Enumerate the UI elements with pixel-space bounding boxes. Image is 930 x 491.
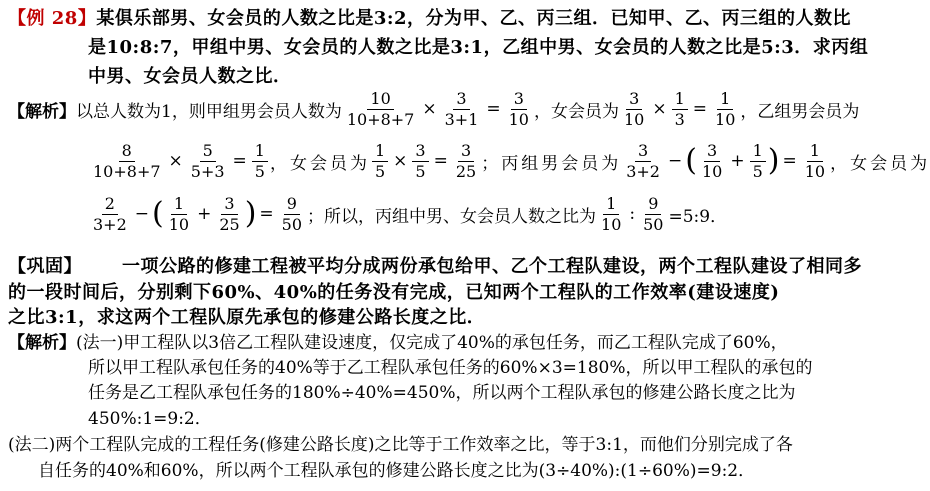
fraction (802, 140, 828, 181)
analysis1-text-c: ，乙组男会员为 (740, 101, 860, 122)
example-line-3: 中男、女会员人数之比． (88, 66, 292, 87)
fraction (279, 193, 305, 234)
plus-sign: + (730, 151, 745, 171)
analysis1-text-f: ，女会员为 (830, 153, 930, 174)
consolidate-line-2: 的一段时间后，分别剩下60%、40%的任务没有完成，已知两个工程队的工作效率(建设速度) (8, 282, 780, 303)
fraction (623, 140, 663, 181)
fraction (598, 193, 624, 234)
consolidate-text-1: 一项公路的修建工程被平均分成两份承包给甲、乙个工程队建设，两个工程队建设了相同多 (122, 256, 862, 277)
denominator: 10+8+7 (93, 161, 161, 181)
analysis1-tag: 【解析】 (8, 101, 76, 122)
numerator: 3 (221, 196, 237, 215)
analysis2-line-6: 自任务的40%和60%，所以两个工程队承包的修建公路长度之比为(3÷40%):(1÷60%)=9:2． (38, 461, 756, 481)
consolidate-line-1 (8, 252, 862, 278)
denominator: 3+2 (626, 161, 660, 181)
times-sign: × (652, 99, 667, 119)
analysis1-text-a: 以总人数为1，则甲组男会员人数为 (76, 101, 342, 122)
denominator: 10+8+7 (346, 109, 415, 129)
denominator: 3+2 (93, 214, 127, 234)
fraction (344, 88, 418, 129)
fraction (712, 88, 738, 129)
left-paren: ( (152, 196, 164, 231)
denominator: 3 (674, 109, 685, 129)
numerator: 1 (807, 143, 823, 162)
right-paren: ) (767, 143, 780, 178)
fraction (252, 140, 268, 181)
right-paren: ) (244, 196, 257, 231)
colon: : (629, 204, 636, 224)
denominator: 5 (254, 161, 265, 181)
equals-sign: = (232, 151, 247, 171)
denominator: 5+3 (190, 161, 225, 181)
consolidate-tag: 【巩固】 (8, 256, 82, 277)
fraction (672, 88, 688, 129)
fraction (506, 88, 532, 129)
analysis1-text-b: ，女会员为 (533, 101, 619, 122)
example-text-1: 某俱乐部男、女会员的人数之比是3:2，分为甲、乙、丙三组．已知甲、乙、丙三组的人数比 (96, 8, 852, 29)
denominator: 50 (281, 214, 303, 234)
denominator: 5 (374, 161, 386, 181)
equals-sign: = (259, 204, 274, 224)
numerator: 3 (412, 143, 428, 162)
times-sign: × (168, 151, 183, 171)
numerator: 5 (200, 143, 216, 162)
numerator: 3 (626, 91, 642, 110)
analysis2-line-4: 450%:1=9:2． (88, 409, 212, 429)
numerator: 3 (453, 91, 469, 110)
denominator: 25 (219, 214, 240, 234)
numerator: 1 (672, 91, 688, 110)
denominator: 3+1 (444, 109, 479, 129)
denominator: 5 (752, 161, 763, 181)
numerator: 9 (284, 196, 300, 215)
numerator: 3 (635, 143, 651, 162)
numerator: 1 (372, 143, 388, 162)
numerator: 3 (511, 91, 527, 110)
minus-sign: − (667, 151, 683, 171)
equals-sign: = (692, 99, 708, 119)
denominator: 10 (168, 214, 190, 234)
fraction (699, 140, 725, 181)
denominator: 10 (601, 214, 622, 234)
denominator: 50 (643, 214, 664, 234)
fraction (750, 140, 766, 181)
fraction (442, 88, 482, 129)
fraction (412, 140, 428, 181)
numerator: 1 (717, 91, 733, 110)
example-line-2: 是10:8:7，甲组中男、女会员的人数之比是3:1，乙组中男、女会员的人数之比是5:3．求丙组 (88, 37, 869, 58)
denominator: 10 (508, 109, 529, 129)
numerator: 1 (750, 143, 766, 162)
numerator: 10 (367, 91, 393, 110)
numerator: 3 (704, 143, 720, 162)
analysis1-text-d: ，女会员为 (269, 153, 370, 174)
analysis2-line-2: 所以甲工程队承包任务的40%等于乙工程队承包任务的60%×3=180%，所以甲工程队的承包的 (88, 358, 813, 378)
fraction (90, 193, 130, 234)
denominator: 25 (455, 161, 477, 181)
analysis1-text-g: ；所以，丙组中男、女会员人数之比为 (307, 206, 597, 227)
fraction (640, 193, 666, 234)
analysis1-line-1 (8, 86, 859, 132)
consolidate-line-3: 之比3:1，求这两个工程队原先承包的修建公路长度之比． (8, 307, 486, 328)
minus-sign: − (134, 204, 150, 224)
fraction (621, 88, 647, 129)
analysis2-tag: 【解析】 (8, 333, 76, 353)
numerator: 1 (252, 143, 268, 162)
fraction (166, 193, 192, 234)
equals-sign: = (486, 99, 501, 119)
times-sign: × (393, 151, 408, 171)
fraction (188, 140, 228, 181)
denominator: 10 (715, 109, 736, 129)
numerator: 3 (458, 143, 474, 162)
equals-sign: = (782, 151, 797, 171)
example-line-1 (8, 4, 851, 30)
numerator: 1 (171, 196, 187, 215)
denominator: 10 (623, 109, 645, 129)
equals-sign: = (433, 151, 448, 171)
fraction (372, 140, 388, 181)
analysis2-line-5: (法二)两个工程队完成的工程任务(修建公路长度)之比等于工作效率之比，等于3:1，而他们分别完成了各 (8, 435, 793, 455)
times-sign: × (422, 99, 437, 119)
numerator: 1 (603, 196, 619, 215)
denominator: 5 (415, 161, 426, 181)
analysis1-line-3 (88, 190, 727, 238)
plus-sign: + (197, 204, 212, 224)
fraction (453, 140, 479, 181)
fraction (90, 140, 164, 181)
left-paren: ( (685, 143, 697, 178)
denominator: 10 (701, 161, 723, 181)
analysis2-line-3: 任务是乙工程队承包任务的180%÷40%=450%，所以两个工程队承包的修建公路长度之比为 (88, 383, 796, 403)
example-tag: 【例 28】 (8, 8, 97, 29)
denominator: 10 (804, 161, 826, 181)
numerator: 9 (645, 196, 661, 215)
fraction (216, 193, 242, 234)
numerator: 2 (102, 196, 118, 215)
analysis1-result: =5:9． (668, 206, 728, 227)
analysis2-line-1 (8, 328, 788, 353)
analysis1-line-2 (88, 137, 930, 185)
analysis2-text-1: (法一)甲工程队以3倍乙工程队建设速度，仅完成了40%的承包任务，而乙工程队完成了60%， (76, 333, 788, 353)
analysis1-text-e: ；丙组男会员为 (481, 153, 622, 174)
numerator: 8 (119, 143, 135, 162)
